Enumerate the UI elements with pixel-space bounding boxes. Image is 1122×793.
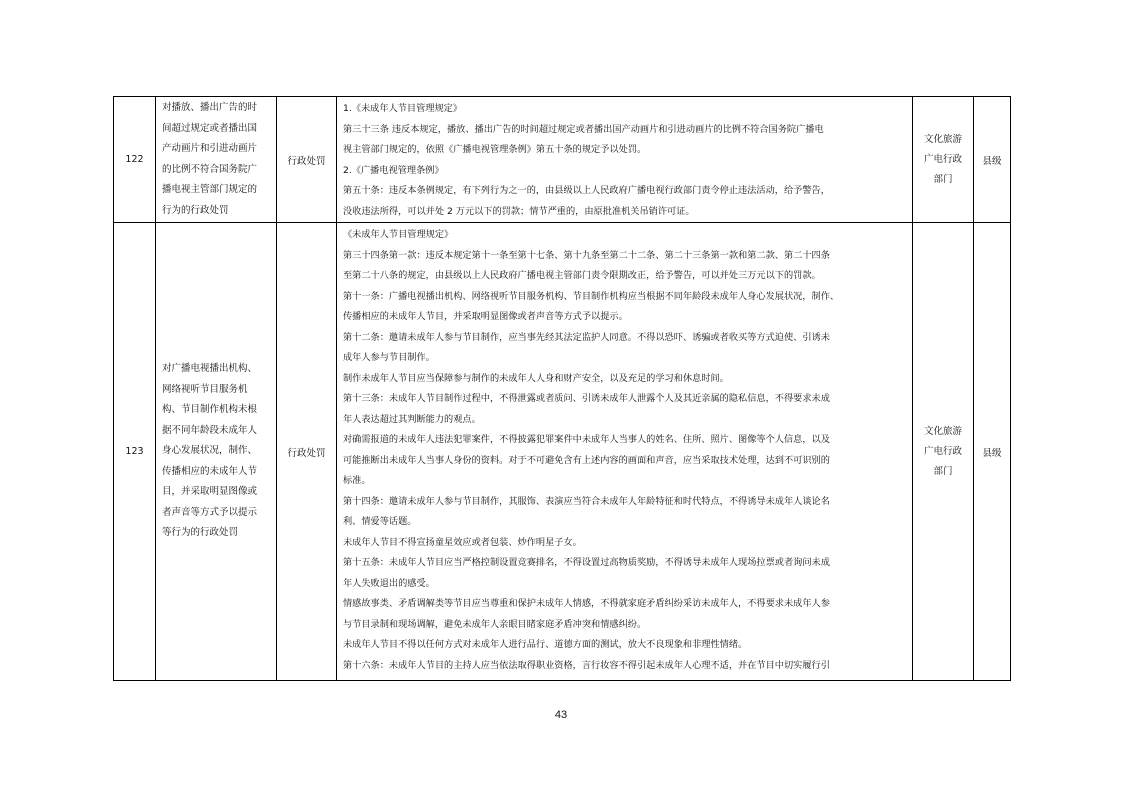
basis-line: 没收违法所得，可以并处 2 万元以下的罚款；情节严重的，由原批准机关吊销许可证。: [343, 205, 695, 217]
basis-line: 成年人参与节目制作。: [343, 352, 435, 363]
item-line: 网络视听节目服务机: [162, 383, 248, 395]
item-name: [156, 223, 277, 681]
basis-line: 第五十条：违反本条例规定，有下列行为之一的，由县级以上人民政府广播电视行政部门责令停止违法活动，给予警告，: [343, 185, 830, 196]
basis-line: 第十六条：未成年人节目的主持人应当依法取得职业资格，言行妆容不得引起未成年人心理不适，并在节目中切实履行引: [343, 659, 830, 671]
basis-line: 第三十三条 违反本规定，播放、播出广告的时间超过规定或者播出国产动画片和引进动画片的比例不符合国务院广播电: [343, 123, 824, 135]
page-number: 43: [554, 709, 568, 721]
dept-line: 广电行政: [923, 153, 962, 165]
dept-line: 文化旅游: [923, 133, 962, 145]
item-line: 传播相应的未成年人节: [162, 465, 258, 477]
row-number: 123: [114, 223, 156, 681]
item-line: 者声音等方式予以提示: [162, 506, 258, 518]
basis-line: 可能推断出未成年人当事人身份的资料。对于不可避免含有上述内容的画面和声音，应当采取技术处理，达到不可识别的: [343, 454, 830, 466]
power-type: 行政处罚: [277, 223, 337, 681]
basis-line: 年人失败退出的感受。: [343, 577, 435, 589]
row-number: 122: [114, 97, 156, 223]
basis-line: 未成年人节目不得宣扬童星效应或者包装、炒作明星子女。: [343, 536, 582, 548]
dept-line: 部门: [933, 465, 953, 477]
basis-line: 对确需报道的未成年人违法犯罪案件，不得披露犯罪案件中未成年人当事人的姓名、住所、照片、图像等个人信息，以及: [343, 434, 830, 445]
item-line: 产动画片和引进动画片: [162, 143, 258, 154]
admin-level: 县级: [974, 97, 1011, 223]
power-type: 行政处罚: [277, 97, 337, 223]
item-line: 据不同年龄段未成年人: [162, 424, 258, 436]
basis-line: 情感故事类、矛盾调解类等节目应当尊重和保护未成年人情感，不得就家庭矛盾纠纷采访未成年人，不得要求未成年人参: [343, 598, 830, 609]
basis-line: 与节目录制和现场调解，避免未成年人亲眼目睹家庭矛盾冲突和情感纠纷。: [343, 618, 647, 630]
responsible-department: [913, 97, 974, 223]
legal-basis: [337, 223, 913, 681]
basis-line: 第十一条：广播电视播出机构、网络视听节目服务机构、节目制作机构应当根据不同年龄段未成年人身心发展状况，制作、: [343, 290, 840, 302]
item-line: 间超过规定或者播出国: [162, 122, 258, 134]
legal-basis: [337, 97, 913, 223]
item-line: 构、节目制作机构未根: [162, 404, 258, 416]
basis-line: 第十五条：未成年人节目应当严格控制设置竞赛排名，不得设置过高物质奖励，不得诱导未成年人现场拉票或者询问未成: [343, 557, 830, 568]
item-line: 身心发展状况，制作、: [162, 445, 258, 457]
item-line: 对播放、播出广告的时: [162, 102, 258, 113]
basis-line: 年人表达超过其判断能力的观点。: [343, 413, 481, 425]
basis-line: 至第二十八条的规定，由县级以上人民政府广播电视主管部门责令限期改正，给予警告，可以并处三万元以下的罚款。: [343, 270, 821, 281]
admin-level: 县级: [974, 223, 1011, 681]
basis-line: 第三十四条第一款：违反本规定第十一条至第十七条、第十九条至第二十二条、第二十三条第一款和第二款、第二十四条: [343, 249, 830, 261]
basis-line: 第十三条：未成年人节目制作过程中，不得泄露或者质问、引诱未成年人泄露个人及其近亲属的隐私信息，不得要求未成: [343, 393, 830, 404]
basis-line: 未成年人节目不得以任何方式对未成年人进行品行、道德方面的测试，放大不良现象和非理性情绪。: [343, 639, 748, 650]
basis-line: 2.《广播电视管理条例》: [343, 164, 444, 176]
basis-line: 利、情爱等话题。: [343, 516, 417, 527]
basis-line: 第十四条：邀请未成年人参与节目制作，其服饰、表演应当符合未成年人年龄特征和时代特点，不得诱导未成年人谈论名: [343, 495, 830, 507]
item-line: 目，并采取明显图像或: [162, 486, 258, 498]
item-line: 播电视主管部门规定的: [162, 184, 258, 195]
item-line: 等行为的行政处罚: [162, 527, 239, 539]
basis-line: 制作未成年人节目应当保障参与制作的未成年人人身和财产安全，以及充足的学习和休息时间。: [343, 372, 729, 384]
dept-line: 广电行政: [923, 445, 962, 457]
responsible-department: [913, 223, 974, 681]
enforcement-table: [113, 96, 1011, 681]
dept-line: 文化旅游: [923, 425, 962, 437]
basis-line: 视主管部门规定的，依照《广播电视管理条例》第五十条的规定予以处罚。: [343, 144, 647, 155]
basis-line: 标准。: [343, 475, 371, 486]
basis-line: 1.《未成年人节目管理规定》: [343, 103, 463, 114]
table-row: [114, 223, 1011, 681]
item-line: 行为的行政处罚: [162, 204, 229, 216]
basis-line: 第十二条：邀请未成年人参与节目制作，应当事先经其法定监护人同意。不得以恐吓、诱骗或者收买等方式迫使、引诱未: [343, 331, 830, 343]
item-line: 对广播电视播出机构、: [162, 363, 258, 375]
basis-line: 传播相应的未成年人节目，并采取明显图像或者声音等方式予以提示。: [343, 311, 628, 322]
table-row: [114, 97, 1011, 223]
item-line: 的比例不符合国务院广: [162, 163, 258, 175]
basis-line: 《未成年人节目管理规定》: [343, 229, 454, 240]
dept-line: 部门: [933, 173, 953, 185]
item-name: [156, 97, 277, 223]
